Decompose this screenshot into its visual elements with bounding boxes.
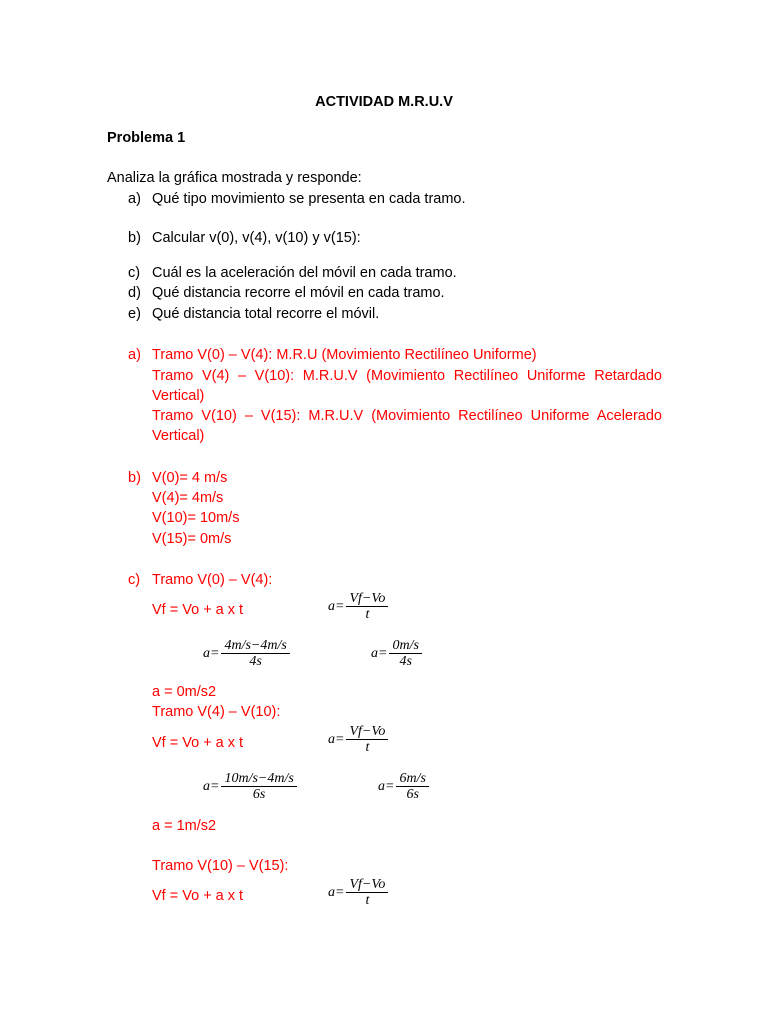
formula-2-lhs: a= xyxy=(328,731,345,747)
calc-2b-lhs: a= xyxy=(378,778,395,794)
question-d-label: d) xyxy=(128,285,141,301)
formula-1-lhs: a= xyxy=(328,598,345,614)
question-d-text: Qué distancia recorre el móvil en cada tramo. xyxy=(152,285,445,301)
calc-1b-lhs: a= xyxy=(371,645,388,661)
formula-3-lhs: a= xyxy=(328,884,345,900)
formula-2-numerator: Vf−Vo xyxy=(349,724,386,739)
formula-1 xyxy=(328,591,388,622)
question-a-label: a) xyxy=(128,191,141,207)
calc-2b-numerator: 6m/s xyxy=(399,771,426,786)
calc-1-lhs: a= xyxy=(203,645,220,661)
calc-1b xyxy=(371,638,422,669)
question-e-text: Qué distancia total recorre el móvil. xyxy=(152,306,380,322)
answer-c-label: c) xyxy=(128,572,141,588)
formula-2-denominator: t xyxy=(365,740,370,755)
question-b-text: Calcular v(0), v(4), v(10) y v(15): xyxy=(152,230,361,246)
equation-3: Vf = Vo + a x t xyxy=(152,888,244,904)
question-b-label: b) xyxy=(128,230,141,246)
problem-heading: Problema 1 xyxy=(107,130,186,146)
answer-b-v15: V(15)= 0m/s xyxy=(152,531,232,547)
formula-1-numerator: Vf−Vo xyxy=(349,591,386,606)
calc-2-denominator: 6s xyxy=(252,787,266,802)
calc-2-numerator: 10m/s−4m/s xyxy=(224,771,294,786)
calc-2b xyxy=(378,771,429,802)
formula-3-denominator: t xyxy=(365,893,370,908)
calc-1-numerator: 4m/s−4m/s xyxy=(224,638,287,653)
answer-a-line2: Tramo V(4) – V(10): M.R.U.V (Movimiento Rectilíneo Uniforme Retardado Vertical) xyxy=(152,368,662,404)
answer-c-tramo3: Tramo V(10) – V(15): xyxy=(152,858,289,874)
answer-b-v10: V(10)= 10m/s xyxy=(152,510,240,526)
question-c-text: Cuál es la aceleración del móvil en cada tramo. xyxy=(152,265,457,281)
formula-2 xyxy=(328,724,388,755)
calc-1 xyxy=(203,638,290,669)
calc-1-denominator: 4s xyxy=(249,654,262,669)
question-c-label: c) xyxy=(128,265,141,281)
question-e-label: e) xyxy=(128,306,141,322)
answer-a-line3: Tramo V(10) – V(15): M.R.U.V (Movimiento Rectilíneo Uniforme Acelerado Vertical) xyxy=(152,408,662,444)
calc-1b-denominator: 4s xyxy=(399,654,412,669)
document-title: ACTIVIDAD M.R.U.V xyxy=(315,94,453,110)
formula-3 xyxy=(328,877,388,908)
answer-a-line1: Tramo V(0) – V(4): M.R.U (Movimiento Rectilíneo Uniforme) xyxy=(152,347,537,363)
question-a-text: Qué tipo movimiento se presenta en cada tramo. xyxy=(152,191,466,207)
answer-c-tramo1: Tramo V(0) – V(4): xyxy=(152,572,273,588)
calc-2b-denominator: 6s xyxy=(406,787,419,802)
answer-b-v4: V(4)= 4m/s xyxy=(152,490,224,506)
answer-c-tramo2: Tramo V(4) – V(10): xyxy=(152,704,281,720)
calc-2-lhs: a= xyxy=(203,778,220,794)
answer-b-label: b) xyxy=(128,470,141,486)
formula-1-denominator: t xyxy=(365,607,370,622)
result-2: a = 1m/s2 xyxy=(152,818,217,834)
answer-b-v0: V(0)= 4 m/s xyxy=(152,470,228,486)
formula-3-numerator: Vf−Vo xyxy=(349,877,386,892)
equation-2: Vf = Vo + a x t xyxy=(152,735,244,751)
calc-1b-numerator: 0m/s xyxy=(392,638,419,653)
answer-a-label: a) xyxy=(128,347,141,363)
calc-2 xyxy=(203,771,297,802)
result-1: a = 0m/s2 xyxy=(152,684,217,700)
equation-1: Vf = Vo + a x t xyxy=(152,602,244,618)
intro-text: Analiza la gráfica mostrada y responde: xyxy=(107,170,362,186)
